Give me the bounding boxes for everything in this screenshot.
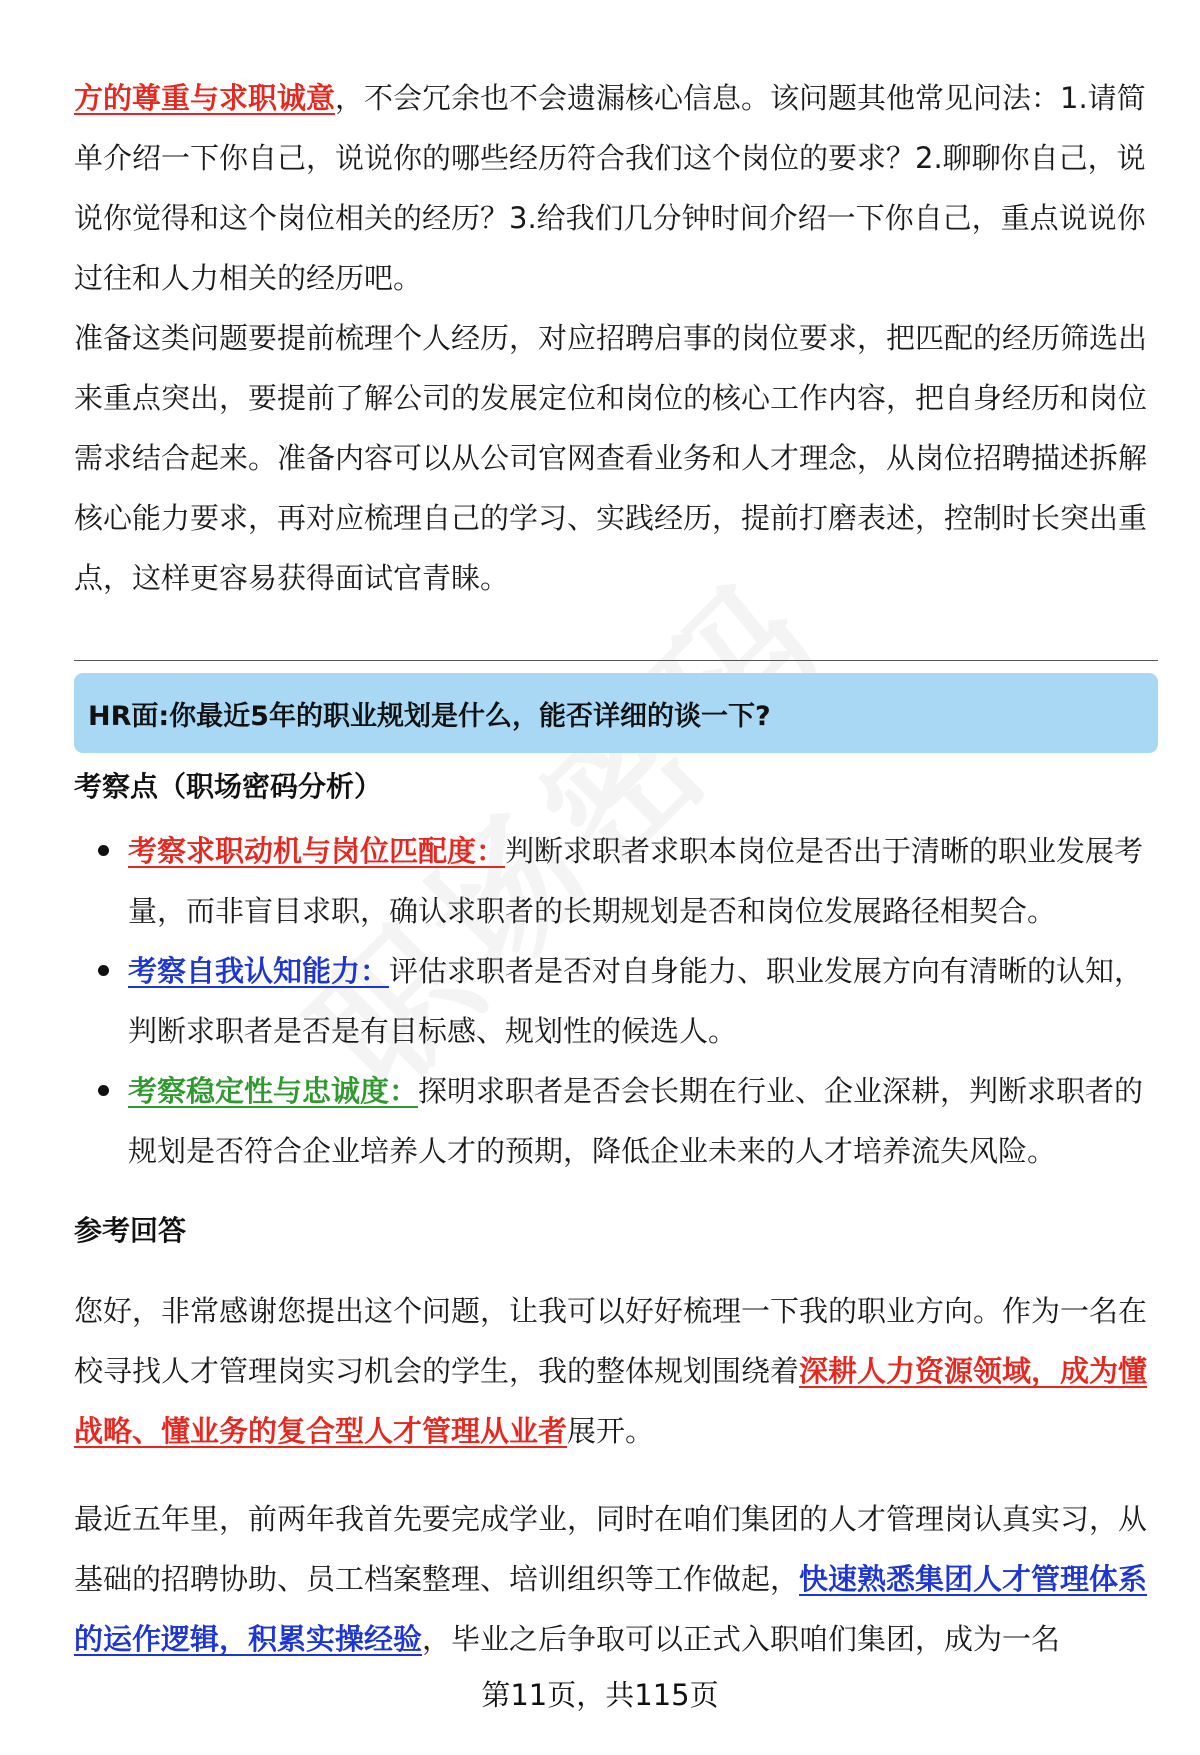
- answer-highlight: 深耕人力资源领域，成为懂战略、懂业务的复合型人才管理从业者: [74, 1354, 1148, 1448]
- section-divider: [74, 660, 1158, 661]
- prep-paragraph: 准备这类问题要提前梳理个人经历，对应招聘启事的岗位要求，把匹配的经历筛选出来重点突出，要提前了解公司的发展定位和岗位的核心工作内容，把自身经历和岗位需求结合起来。准备内容可以从公司官网查看业务和人才理念，从岗位招聘描述拆解核心能力要求，再对应梳理自己的学习、实践经历，提前打磨表述，控制时长突出重点，这样更容易获得面试官青睐。: [74, 321, 1148, 595]
- answer-text: 最近五年里，前两年我首先要完成学业，同时在咱们集团的人才管理岗认真实习，从基础的招聘协助、员工档案整理、培训组织等工作做起，: [74, 1502, 1148, 1596]
- answer-paragraph-1: [74, 1281, 1158, 1461]
- page-footer: 第11页，共115页: [481, 1678, 719, 1712]
- intro-text: ，不会冗余也不会遗漏核心信息。该问题其他常见问法：1.请简单介绍一下你自己，说说你的哪些经历符合我们这个岗位的要求？2.聊聊你自己，说说你觉得和这个岗位相关的经历？3.给我们几分钟时间介绍一下你自己，重点说说你过往和人力相关的经历吧。: [74, 81, 1146, 295]
- intro-paragraph: [74, 68, 1158, 308]
- point-text: 判断求职者求职本岗位是否出于清晰的职业发展考量，而非盲目求职，确认求职者的长期规划是否和岗位发展路径相契合。: [128, 834, 1144, 928]
- answer-highlight: 快速熟悉集团人才管理体系的运作逻辑，积累实操经验: [74, 1562, 1148, 1656]
- question-box: [74, 673, 1158, 753]
- answer-text: 展开。: [567, 1414, 655, 1448]
- answer-text: 您好，非常感谢您提出这个问题，让我可以好好梳理一下我的职业方向。作为一名在校寻找人才管理岗实习机会的学生，我的整体规划围绕着: [74, 1294, 1148, 1388]
- answer-heading: 参考回答: [74, 1214, 187, 1247]
- question-text: HR面:你最近5年的职业规划是什么，能否详细的谈一下?: [88, 700, 771, 732]
- answer-text: ，毕业之后争取可以正式入职咱们集团，成为一名: [422, 1622, 1061, 1656]
- points-heading: 考察点（职场密码分析）: [74, 770, 383, 803]
- answer-paragraph-2: [74, 1489, 1158, 1669]
- list-item: [74, 1061, 1158, 1181]
- list-item: [74, 941, 1158, 1061]
- point-text: 评估求职者是否对自身能力、职业发展方向有清晰的认知，判断求职者是否是有目标感、规划性的候选人。: [128, 954, 1144, 1048]
- document-page: [74, 68, 1158, 1669]
- point-label: 考察自我认知能力：: [128, 954, 390, 988]
- point-label: 考察求职动机与岗位匹配度：: [128, 834, 506, 868]
- point-text: 探明求职者是否会长期在行业、企业深耕，判断求职者的规划是否符合企业培养人才的预期，降低企业未来的人才培养流失风险。: [128, 1074, 1144, 1168]
- intro-highlight: 方的尊重与求职诚意: [74, 81, 336, 115]
- points-list: [74, 821, 1158, 1181]
- point-label: 考察稳定性与忠诚度：: [128, 1074, 419, 1108]
- list-item: [74, 821, 1158, 941]
